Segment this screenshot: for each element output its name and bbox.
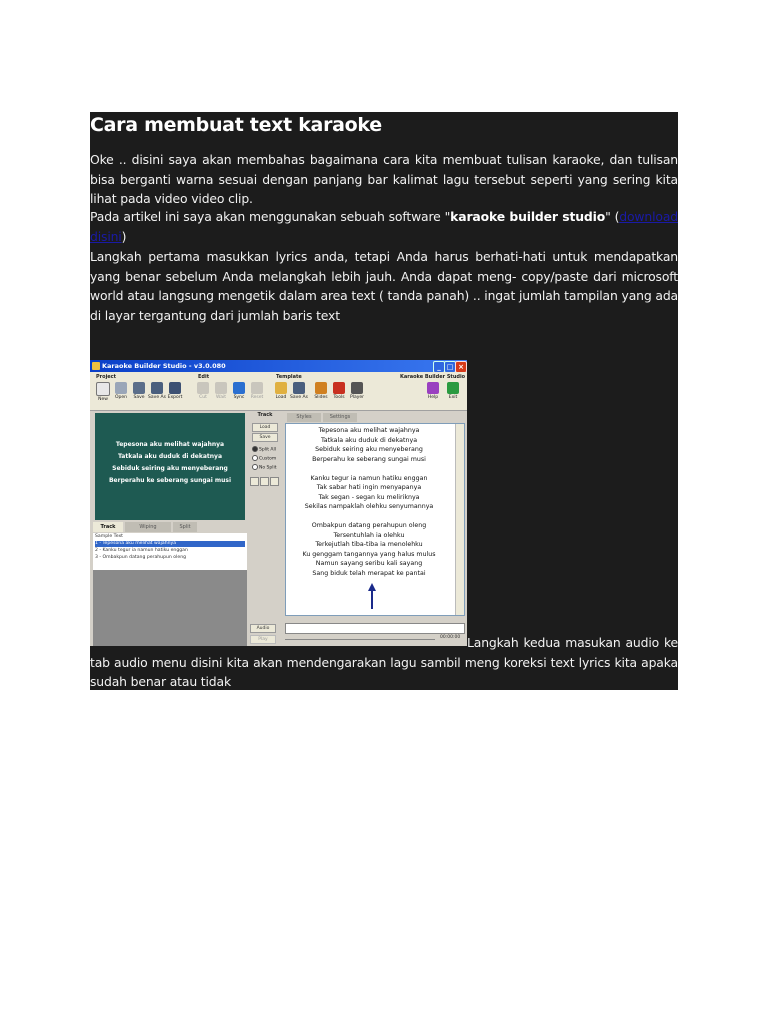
audio-button[interactable]: Audio xyxy=(250,624,276,633)
list-item[interactable]: 2 - Kanku tegur ia namun hatiku enggan xyxy=(95,548,188,553)
player-button[interactable] xyxy=(348,382,366,400)
lyrics-line: Berperahu ke seberang sungai musi xyxy=(312,455,426,463)
app-icon xyxy=(92,362,100,370)
toolbar xyxy=(90,372,467,411)
radio-selected-icon xyxy=(252,446,258,452)
load-label: Load xyxy=(275,395,287,400)
tab-track[interactable]: Track xyxy=(93,522,123,532)
radio-icon xyxy=(252,455,258,461)
tab-styles[interactable]: Styles xyxy=(287,413,321,422)
radio-custom[interactable] xyxy=(252,455,276,462)
wait-label: Wait xyxy=(216,395,226,400)
help-icon xyxy=(427,382,439,394)
template-save-as-label: Save As xyxy=(290,395,308,400)
radio-no-split[interactable] xyxy=(252,464,277,471)
align-center-icon[interactable] xyxy=(260,477,269,486)
group-template: Template xyxy=(276,374,302,380)
new-button[interactable] xyxy=(94,382,112,402)
template-save-as-button[interactable] xyxy=(290,382,308,400)
preview-line: Berperahu ke seberang sungai musi xyxy=(108,477,231,484)
slides-button[interactable] xyxy=(312,382,330,400)
tools-icon xyxy=(333,382,345,394)
window-titlebar xyxy=(90,360,467,372)
load-icon xyxy=(275,382,287,394)
software-name: karaoke builder studio xyxy=(450,209,606,224)
list-item[interactable]: 1 - Tepesona aku melihat wajahnya xyxy=(95,541,245,547)
minimize-icon[interactable]: _ xyxy=(433,361,445,373)
track-label: Track xyxy=(257,412,273,418)
radio-icon xyxy=(252,464,258,470)
sync-icon xyxy=(233,382,245,394)
paragraph-step2 xyxy=(90,633,678,692)
align-right-icon[interactable] xyxy=(270,477,279,486)
cut-icon xyxy=(197,382,209,394)
download-link[interactable]: download disini xyxy=(90,209,678,244)
paragraph-software xyxy=(90,207,678,246)
list-item[interactable]: 3 - Ombakpun datang perahupun oleng xyxy=(95,555,187,560)
export-button[interactable] xyxy=(166,382,184,400)
sync-label: Sync xyxy=(233,395,245,400)
sync-button[interactable] xyxy=(230,382,248,400)
window-title: Karaoke Builder Studio - v3.0.080 xyxy=(102,362,226,370)
open-button[interactable] xyxy=(112,382,130,400)
lyrics-line: Ombakpun datang perahupun oleng xyxy=(311,522,427,529)
paragraph-step1: Langkah pertama masukkan lyrics anda, tetapi Anda harus berhati-hati untuk mendapatkan yang benar sebelum Anda melangkah lebih jauh. Anda dapat meng- copy/paste dari microsoft world atau langsung mengetik dalam area text ( tanda panah) .. ingat jumlah tampilan yang ada di layar tergantung dari jumlah baris text xyxy=(90,249,678,323)
brand-label: Karaoke Builder Studio xyxy=(400,374,466,380)
tab-settings[interactable]: Settings xyxy=(323,413,357,422)
new-label: New xyxy=(98,397,108,402)
export-label: Export xyxy=(167,395,183,400)
article xyxy=(90,112,678,690)
lyrics-line: Tatkala aku duduk di dekatnya xyxy=(320,436,418,444)
open-icon xyxy=(115,382,127,394)
preview-line: Tepesona aku melihat wajahnya xyxy=(115,441,225,448)
close-icon[interactable]: × xyxy=(455,361,467,373)
save-label: Save xyxy=(133,395,145,400)
lyrics-line: Tersentuhlah ia olehku xyxy=(333,531,405,539)
left-tabs xyxy=(93,522,247,532)
maximize-icon[interactable]: □ xyxy=(444,361,456,373)
software-text: Pada artikel ini saya akan menggunakan sebuah software " xyxy=(90,209,451,224)
lyrics-line: Ku genggam tangannya yang halus mulus xyxy=(302,550,436,558)
slides-label: Slides xyxy=(314,395,328,400)
wait-button[interactable] xyxy=(212,382,230,400)
exit-label: Exit xyxy=(448,395,458,400)
software-close: ) xyxy=(121,228,127,244)
app-screenshot xyxy=(90,360,467,646)
tab-split[interactable]: Split xyxy=(173,522,197,532)
save-as-icon xyxy=(151,382,163,394)
template-save-icon xyxy=(293,382,305,394)
lyrics-line: Tak sabar hati ingin menyapanya xyxy=(316,484,422,491)
radio-split-all[interactable] xyxy=(252,446,276,453)
track-list-header: Sample Text xyxy=(95,534,123,539)
save-icon xyxy=(133,382,145,394)
lyrics-line: Tak segan - segan ku meliriknya xyxy=(318,493,420,501)
lyrics-line: Tepesona aku melihat wajahnya xyxy=(318,427,420,434)
lyrics-line: Sang biduk telah merapat ke pantai xyxy=(312,569,426,577)
tools-button[interactable] xyxy=(330,382,348,400)
lyrics-line: Terkejutlah tiba-tiba ia menolehku xyxy=(315,541,423,548)
lyrics-line: Namun sayang seribu kali sayang xyxy=(315,560,423,567)
player-icon xyxy=(351,382,363,394)
cut-button[interactable] xyxy=(194,382,212,400)
tools-label: Tools xyxy=(333,395,345,400)
lyrics-line: Kanku tegur ia namun hatiku enggan xyxy=(310,474,428,482)
preview-line: Sebiduk seiring aku menyeberang xyxy=(112,465,228,472)
help-label: Help xyxy=(427,395,439,400)
exit-icon xyxy=(447,382,459,394)
player-label: Player xyxy=(349,395,364,400)
preview-line: Tatkala aku duduk di dekatnya xyxy=(117,453,223,460)
tab-wiping[interactable]: Wiping xyxy=(125,522,171,532)
paragraph-intro: Oke .. disini saya akan membahas bagaimana cara kita membuat tulisan karaoke, dan tulisan bisa berganti warna sesuai dengan panjang bar kalimat lagu tersebut seperti yang sering kita lihat pada video video clip. xyxy=(90,152,678,207)
track-list xyxy=(93,533,247,570)
align-left-icon[interactable] xyxy=(250,477,259,486)
export-icon xyxy=(169,382,181,394)
karaoke-preview xyxy=(95,413,245,520)
lyrics-line: Sebiduk seiring aku menyeberang xyxy=(315,446,423,453)
slides-icon xyxy=(315,382,327,394)
save-as-label: Save As xyxy=(148,395,166,400)
radio-label: Split All xyxy=(259,447,276,453)
software-quote: " ( xyxy=(605,209,620,224)
track-controls xyxy=(248,412,282,646)
load-lyrics-button[interactable]: Load xyxy=(252,423,278,432)
save-lyrics-button[interactable]: Save xyxy=(252,433,278,442)
reset-button[interactable] xyxy=(248,382,266,400)
step2-text: Langkah kedua masukan audio ke tab audio menu disini kita akan mendengarakan lagu sambil meng koreksi text lyrics kita apaka sudah benar atau tidak xyxy=(90,635,678,690)
radio-label: No Split xyxy=(259,465,277,471)
reset-icon xyxy=(251,382,263,394)
save-as-button[interactable] xyxy=(148,382,166,400)
play-button[interactable]: Play xyxy=(250,635,276,644)
radio-label: Custom xyxy=(259,456,277,462)
article-title: Cara membuat text karaoke xyxy=(90,114,382,136)
time-readout: 00:00:00 xyxy=(440,635,461,640)
help-button[interactable] xyxy=(424,382,442,400)
exit-button[interactable] xyxy=(444,382,462,400)
lyrics-line: Sekilas nampaklah olehku senyumannya xyxy=(304,503,434,510)
wait-icon xyxy=(215,382,227,394)
group-edit: Edit xyxy=(198,374,210,380)
editor-scrollbar[interactable] xyxy=(455,424,464,615)
load-button[interactable] xyxy=(272,382,290,400)
open-label: Open xyxy=(114,395,128,400)
save-button[interactable] xyxy=(130,382,148,400)
arrow-up-icon xyxy=(368,583,376,609)
cut-label: Cut xyxy=(199,395,207,400)
new-icon xyxy=(96,382,110,396)
group-project: Project xyxy=(96,374,117,380)
right-tabs xyxy=(285,413,465,422)
reset-label: Reset xyxy=(250,395,264,400)
